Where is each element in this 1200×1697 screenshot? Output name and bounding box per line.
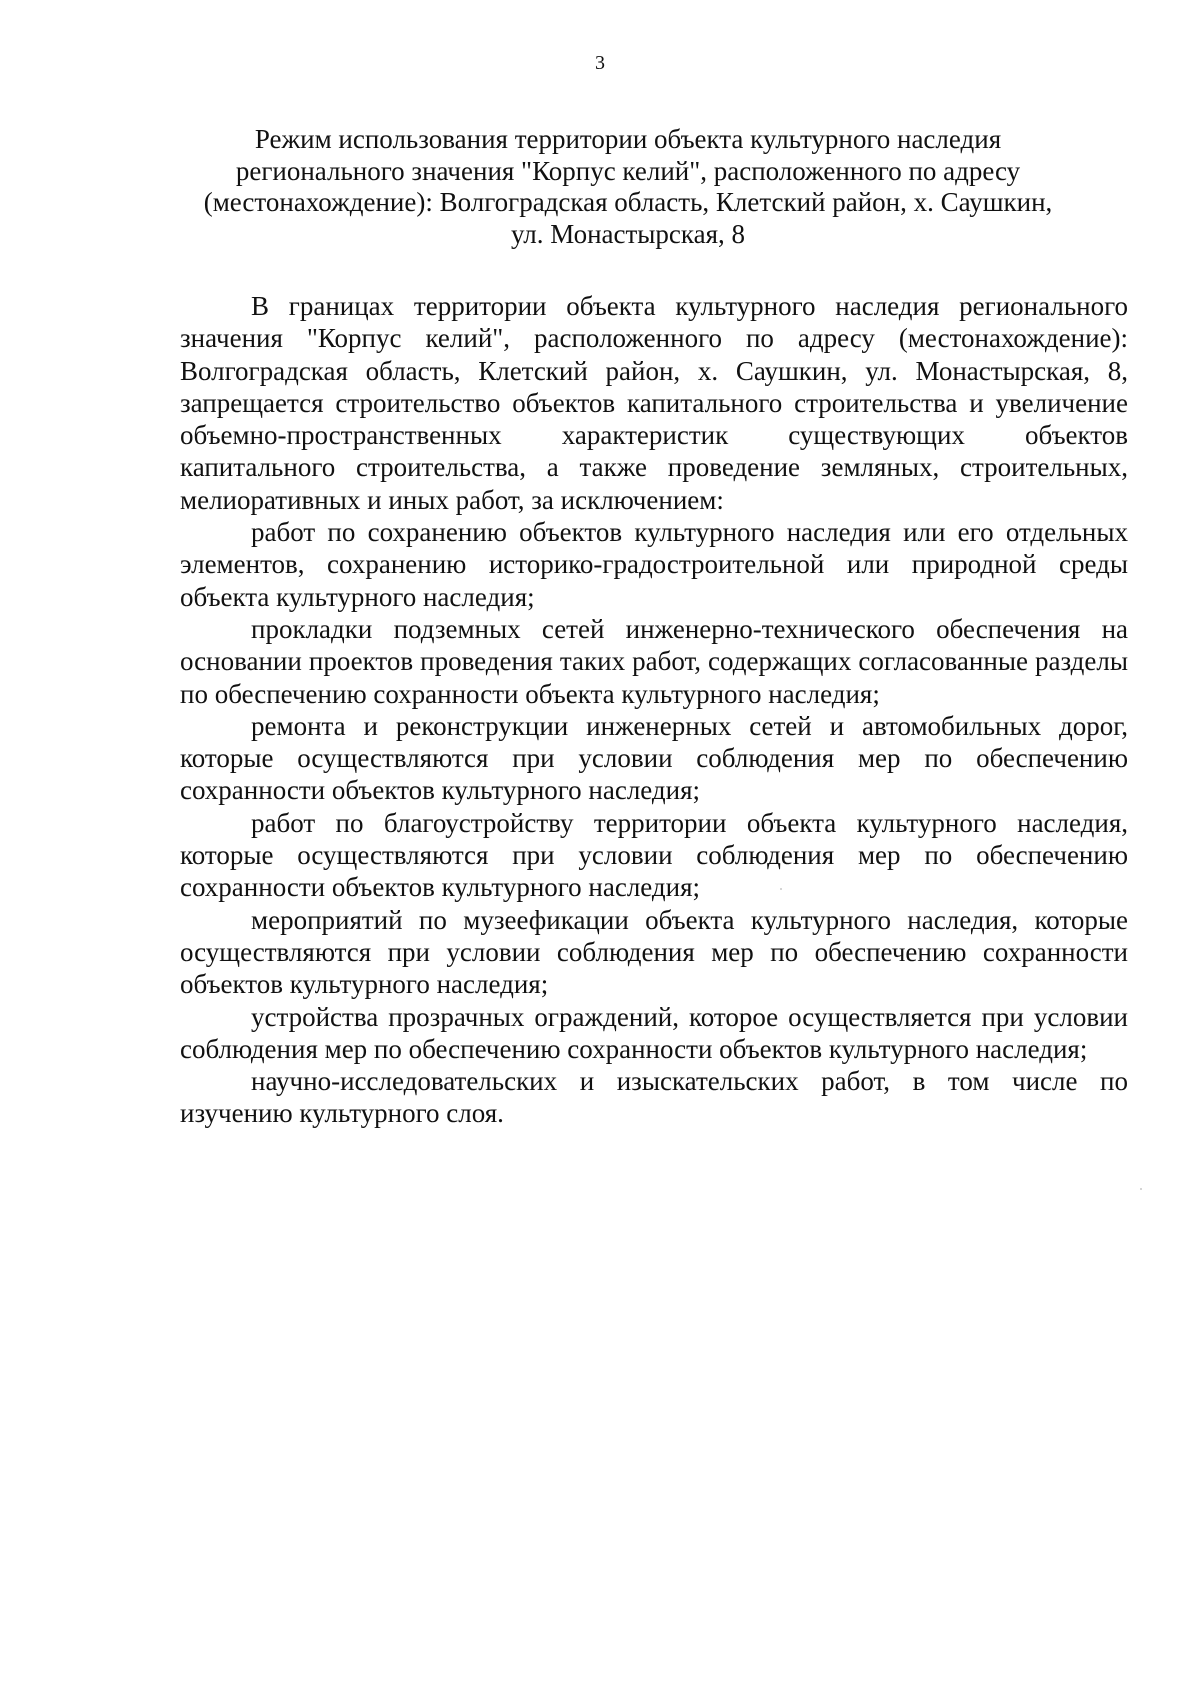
exception-item: ремонта и реконструкции инженерных сетей и автомобильных дорог, которые осуществляются при условии соблюдения мер по обеспечению сохранности объектов культурного наследия; xyxy=(180,710,1128,806)
exception-item: работ по благоустройству территории объекта культурного наследия, которые осуществляются при условии соблюдения мер по обеспечению сохранности объектов культурного наследия; xyxy=(180,807,1128,903)
page-number: 3 xyxy=(595,52,605,74)
body-paragraph-intro: В границах территории объекта культурного наследия регионального значения "Корпус келий", расположенного по адресу (местонахождение): Волгоградская область, Клетский район, х. Саушкин, ул. Монастырская, 8, запрещается строительство объектов капитального строительства и увеличение объемно-пространственных характеристик существующих объектов капитального строительства, а также проведение земляных, строительных, мелиоративных и иных работ, за исключением: xyxy=(180,291,1128,515)
exception-item: прокладки подземных сетей инженерно-технического обеспечения на основании проектов проведения таких работ, содержащих согласованные разделы по обеспечению сохранности объекта культурного наследия; xyxy=(180,613,1128,709)
scan-speck xyxy=(1140,1188,1142,1190)
exception-item: работ по сохранению объектов культурного наследия или его отдельных элементов, сохранению историко-градостроительной или природной среды объекта культурного наследия; xyxy=(180,517,1128,612)
exception-item: научно-исследовательских и изыскательских работ, в том числе по изучению культурного слоя. xyxy=(180,1066,1128,1129)
title-line: (местонахождение): Волгоградская область, Клетский район, х. Саушкин, xyxy=(203,187,1053,218)
title-line: Режим использования территории объекта культурного наследия xyxy=(254,124,1002,154)
document-title xyxy=(190,124,1066,250)
exception-item: устройства прозрачных ограждений, которое осуществляется при условии соблюдения мер по обеспечению сохранности объектов культурного наследия; xyxy=(180,1001,1128,1064)
scan-speck xyxy=(780,888,782,890)
title-line: ул. Монастырская, 8 xyxy=(510,218,746,249)
exception-item: мероприятий по музеефикации объекта культурного наследия, которые осуществляются при условии соблюдения мер по обеспечению сохранности объектов культурного наследия; xyxy=(180,904,1128,1000)
document-body xyxy=(180,290,1128,1130)
title-line: регионального значения "Корпус келий", расположенного по адресу xyxy=(235,155,1021,186)
